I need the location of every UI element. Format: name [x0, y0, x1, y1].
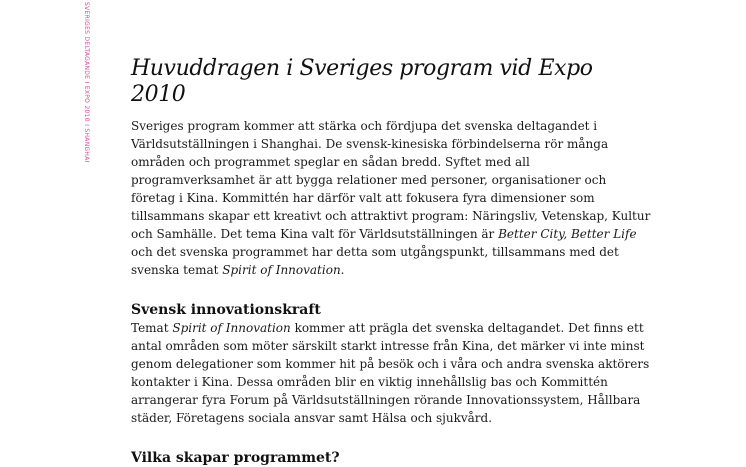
intro-paragraph — [131, 117, 651, 279]
page-title: Huvuddragen i Sveriges program vid Expo 2010 — [131, 56, 593, 107]
side-running-header: SVERIGES DELTAGANDE I EXPO 2010 I SHANGHAI — [83, 2, 90, 163]
innovation-text-2: kommer att prägla det svenska deltagandet. Det finns ett antal områden som möter särskilt starkt intresse från Kina, det märker vi inte minst genom delegationer som kommer hit på besök och i våra och andra svenska aktörers kontakter i Kina. Dessa områden blir en viktig innehållslig bas och Kommittén arrangerar fyra Forum på Världsutställningen rörande Innovationssystem, Hållbara städer, Företagens sociala ansvar samt Hälsa och sjukvård. — [131, 321, 650, 425]
section-heading-who: Vilka skapar programmet? — [131, 450, 340, 466]
section-who — [131, 449, 651, 467]
intro-text-3: . — [340, 263, 345, 277]
section-innovation — [131, 301, 651, 427]
intro-text-2: och det svenska programmet har detta som utgångspunkt, tillsammans med det svenska temat — [131, 245, 619, 277]
innovation-text-1: Temat — [131, 321, 173, 335]
intro-emphasis-2: Spirit of Innovation — [222, 263, 341, 277]
intro-emphasis-1: Better City, Better Life — [498, 227, 637, 241]
innovation-paragraph — [131, 319, 651, 427]
document-body — [131, 56, 651, 467]
section-heading-innovation: Svensk innovationskraft — [131, 302, 321, 318]
innovation-emphasis: Spirit of Innovation — [172, 321, 291, 335]
intro-text-1: Sveriges program kommer att stärka och fördjupa det svenska deltagandet i Världsutställningen i Shanghai. De svensk-kinesiska förbindelserna rör många områden och programmet speglar en sådan bredd. Syftet med all programverksamhet är att bygga relationer med personer, organisationer och företag i Kina. Kommittén har därför valt att fokusera fyra dimensioner som tillsammans skapar ett kreativt och attraktivt program: Näringsliv, Vetenskap, Kultur och Samhälle. Det tema Kina valt för Världsutställningen är — [131, 119, 651, 241]
